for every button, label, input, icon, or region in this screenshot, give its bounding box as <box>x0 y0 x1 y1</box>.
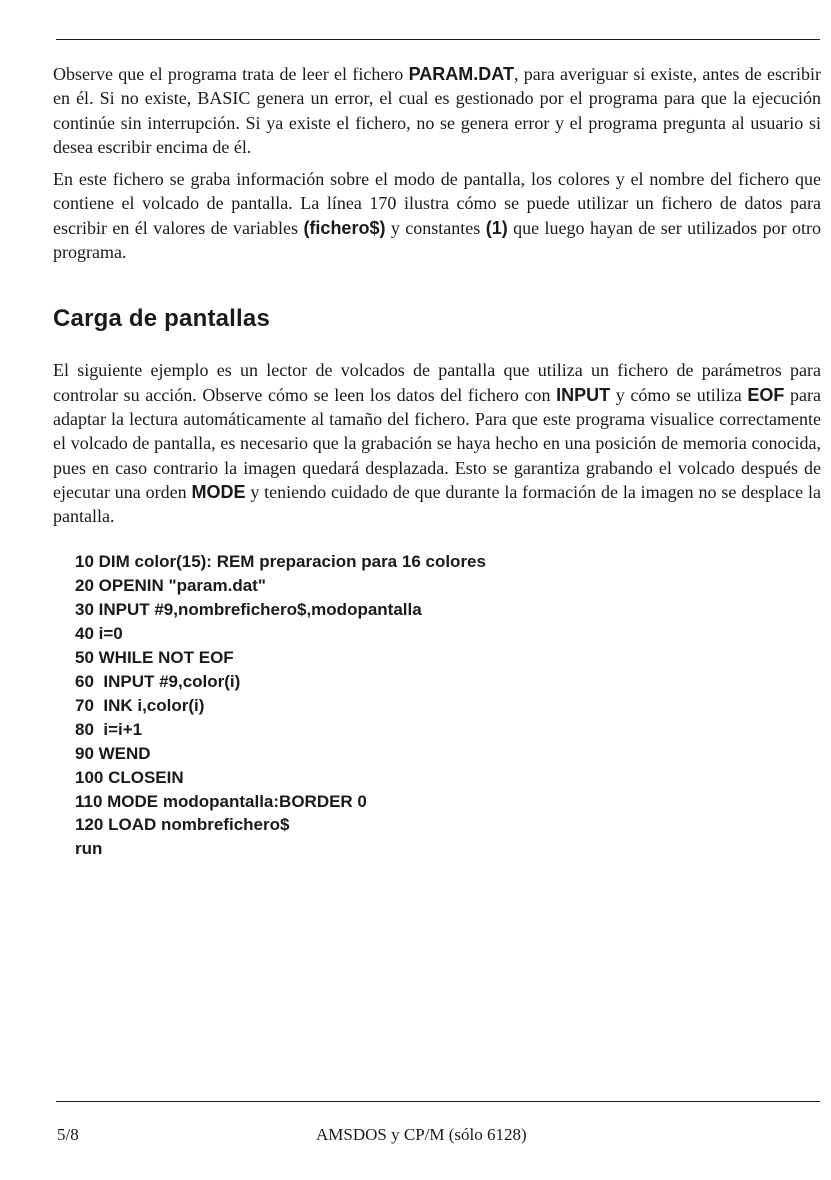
code-line: 90 WEND <box>75 743 151 763</box>
bold-term: EOF <box>747 384 785 405</box>
footer-rule <box>56 1101 820 1102</box>
code-line: 100 CLOSEIN <box>75 767 184 787</box>
code-line: 110 MODE modopantalla:BORDER 0 <box>75 791 367 811</box>
text-run: , para averiguar si existe, antes de escribir en él. Si no existe, BASIC genera un error, el cual es gestionado por el programa para que la ejecución continúe sin interrupción. Si ya existe el fichero, no se genera error y el programa pregunta al usuario si desea escribir encima de él. <box>53 64 821 157</box>
code-line: 30 INPUT #9,nombrefichero$,modopantalla <box>75 600 422 620</box>
page-number: 5/8 <box>57 1125 79 1144</box>
text-run: Observe que el programa trata de leer el fichero <box>53 64 409 84</box>
text-run: y constantes <box>385 217 486 238</box>
code-line: 80 i=i+1 <box>75 719 143 739</box>
paragraph-3 <box>53 358 821 528</box>
paragraph-1 <box>53 62 821 159</box>
code-line: 20 OPENIN "param.dat" <box>75 576 266 596</box>
page-body <box>53 62 821 861</box>
running-title: AMSDOS y CP/M (sólo 6128) <box>316 1125 527 1144</box>
bold-term: (1) <box>485 217 508 238</box>
text-run: para adaptar la lectura automáticamente al tamaño del fichero. Para que este programa visualice correctamente el volcado de pantalla, es necesario que la grabación se haya hecho en una posición de memoria conocida, pues en caso contrario la imagen quedará desplazada. Esto se garantiza grabando el volcado después de ejecutar una orden <box>53 384 821 502</box>
code-line: 60 INPUT #9,color(i) <box>75 671 241 691</box>
code-line: 10 DIM color(15): REM preparacion para 16 colores <box>75 552 486 572</box>
bold-term: (fichero$) <box>303 217 386 238</box>
code-line: 50 WHILE NOT EOF <box>75 648 234 668</box>
code-listing <box>75 550 821 861</box>
text-run: y cómo se utiliza <box>610 384 748 405</box>
text-run: El siguiente ejemplo es un lector de volcados de pantalla que utiliza un fichero de parámetros para controlar su acción. Observe cómo se leen los datos del fichero con <box>53 360 821 405</box>
text-run: que luego hayan de ser utilizados por otro programa. <box>53 217 821 263</box>
code-line: run <box>75 839 103 859</box>
bold-term: MODE <box>191 481 246 502</box>
paragraph-2 <box>53 167 821 264</box>
text-run: y teniendo cuidado de que durante la formación de la imagen no se desplace la pantalla. <box>53 481 821 527</box>
bold-term: PARAM.DAT <box>408 64 514 84</box>
code-line: 70 INK i,color(i) <box>75 695 205 715</box>
text-run: En este fichero se graba información sobre el modo de pantalla, los colores y el nombre del fichero que contiene el volcado de pantalla. La línea 170 ilustra cómo se puede utilizar un fichero de datos para escribir en él valores de variables <box>53 169 821 238</box>
bold-term: INPUT <box>556 384 611 405</box>
section-title: Carga de pantallas <box>53 305 271 333</box>
header-rule <box>56 39 820 40</box>
code-line: 40 i=0 <box>75 624 123 644</box>
code-line: 120 LOAD nombrefichero$ <box>75 815 290 835</box>
